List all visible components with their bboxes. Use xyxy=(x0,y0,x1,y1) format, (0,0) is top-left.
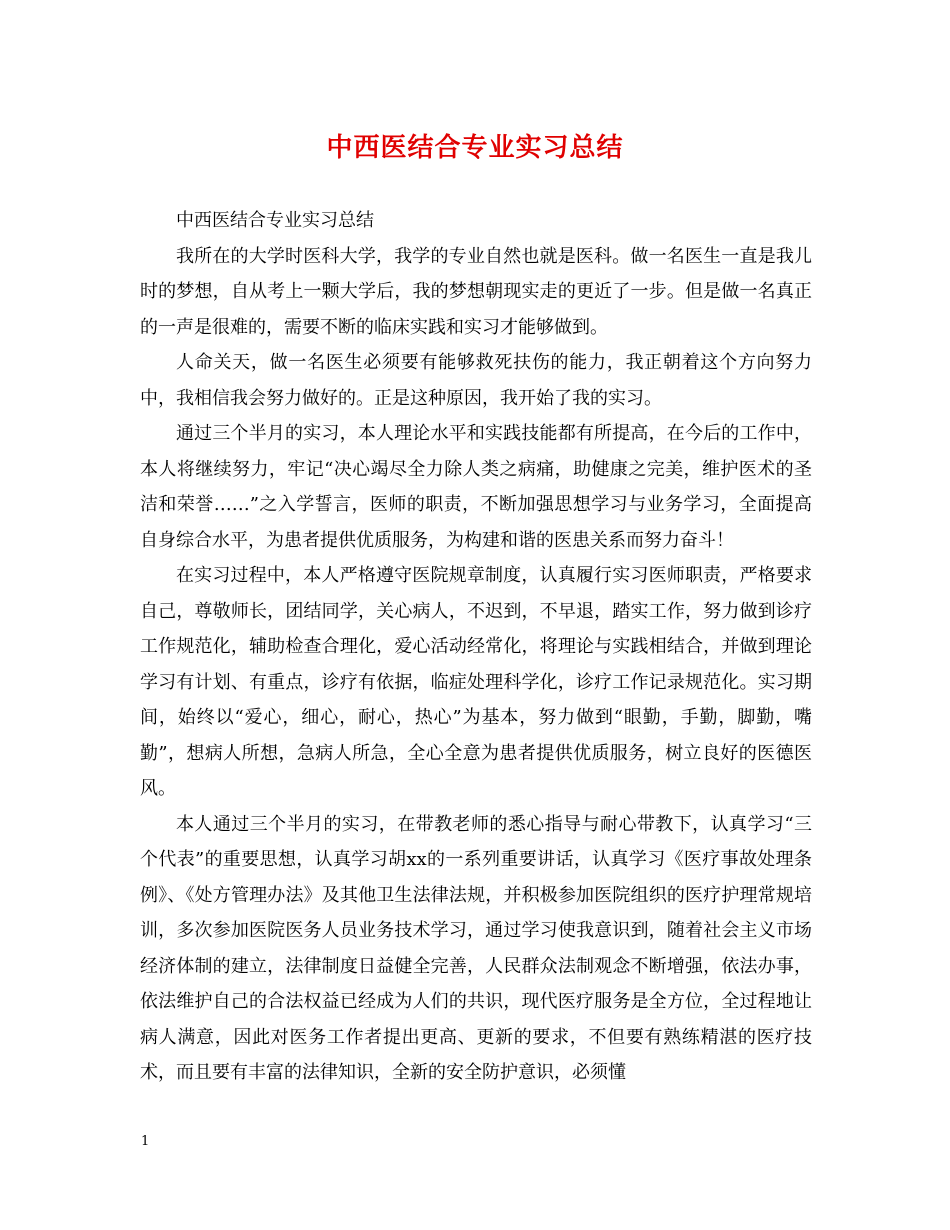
paragraph-3: 通过三个半月的实习，本人理论水平和实践技能都有所提高，在今后的工作中，本人将继续努力，牢记“决心竭尽全力除人类之病痛，助健康之完美，维护医术的圣洁和荣誉……”之入学誓言，医师的职责，不断加强思想学习与业务学习，全面提高自身综合水平，为患者提供优质服务，为构建和谐的医患关系而努力奋斗！ xyxy=(140,423,812,551)
page-number: 1 xyxy=(141,1134,150,1149)
document-body xyxy=(140,203,812,1091)
paragraph-4: 在实习过程中，本人严格遵守医院规章制度，认真履行实习医师职责，严格要求自己，尊敬师长，团结同学，关心病人，不迟到，不早退，踏实工作，努力做到诊疗工作规范化，辅助检查合理化，爱心活动经常化，将理论与实践相结合，并做到理论学习有计划、有重点，诊疗有依据，临症处理科学化，诊疗工作记录规范化。实习期间，始终以“爱心，细心，耐心，热心”为基本，努力做到“眼勤，手勤，脚勤，嘴勤”，想病人所想，急病人所急，全心全意为患者提供优质服务，树立良好的医德医风。 xyxy=(140,565,812,799)
paragraph-subtitle: 中西医结合专业实习总结 xyxy=(176,210,374,231)
paragraph-2: 人命关天，做一名医生必须要有能够救死扶伤的能力，我正朝着这个方向努力中，我相信我会努力做好的。正是这种原因，我开始了我的实习。 xyxy=(140,352,812,409)
paragraph-5: 本人通过三个半月的实习，在带教老师的悉心指导与耐心带教下，认真学习“三个代表”的重要思想，认真学习胡xx的一系列重要讲话，认真学习《医疗事故处理条例》、《处方管理办法》及其他卫生法律法规，并积极参加医院组织的医疗护理常规培训，多次参加医院医务人员业务技术学习，通过学习使我意识到，随着社会主义市场经济体制的建立，法律制度日益健全完善，人民群众法制观念不断增强，依法办事，依法维护自己的合法权益已经成为人们的共识，现代医疗服务是全方位，全过程地让病人满意，因此对医务工作者提出更高、更新的要求，不但要有熟练精湛的医疗技术，而且要有丰富的法律知识，全新的安全防护意识，必须懂 xyxy=(140,813,812,1083)
document-title: 中西医结合专业实习总结 xyxy=(326,133,624,163)
paragraph-1: 我所在的大学时医科大学，我学的专业自然也就是医科。做一名医生一直是我儿时的梦想，自从考上一颗大学后，我的梦想朝现实走的更近了一步。但是做一名真正的一声是很难的，需要不断的临床实践和实习才能够做到。 xyxy=(140,245,812,338)
